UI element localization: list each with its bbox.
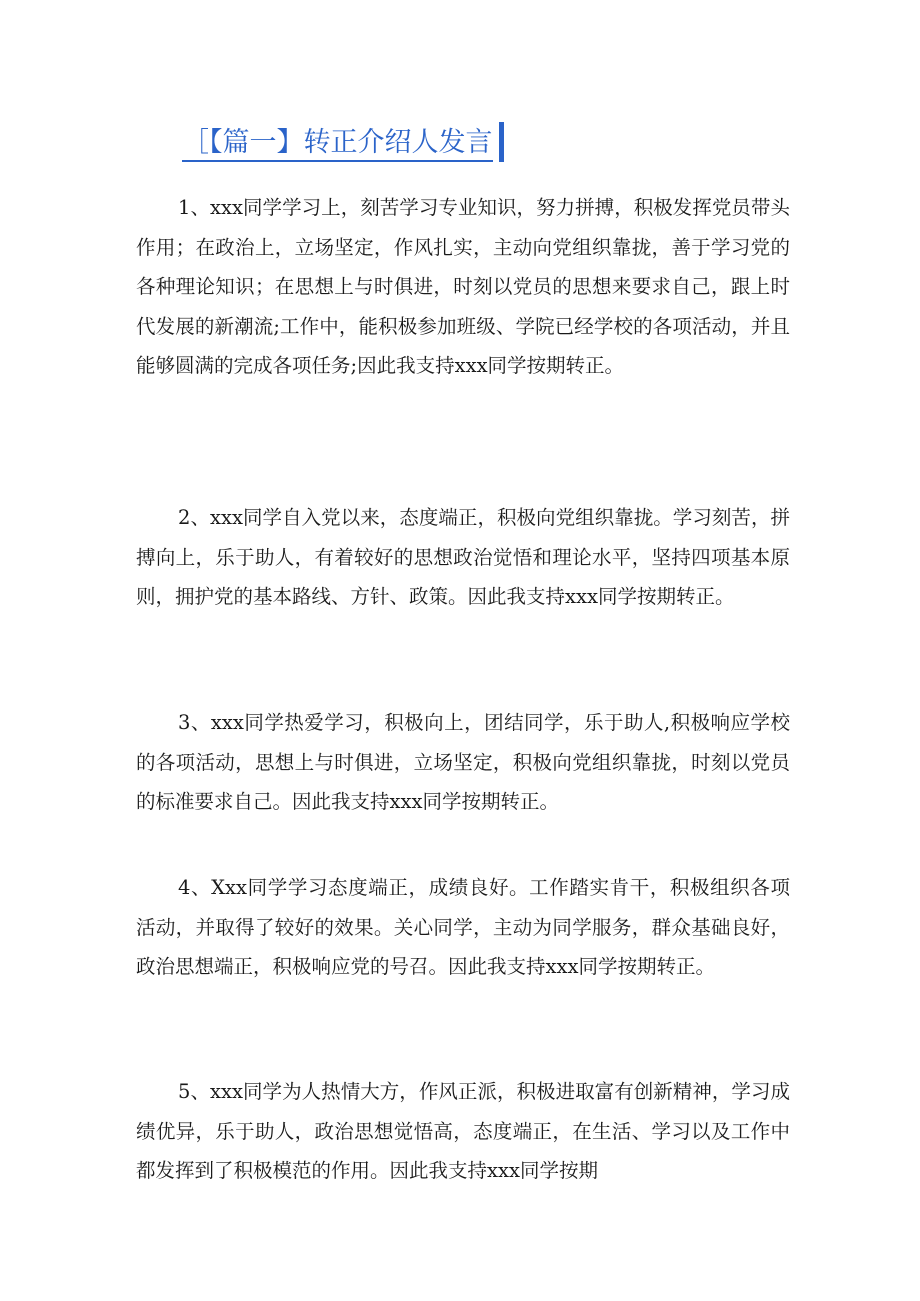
text-cursor-bar	[499, 122, 504, 162]
paragraph-4: 4、Xxx同学学习态度端正，成绩良好。工作踏实肯干，积极组织各项活动，并取得了较好的效果。关心同学，主动为同学服务，群众基础良好，政治思想端正，积极响应党的号召。因此我支持xxx同学按期转正。	[136, 876, 790, 978]
paragraph-5: 5、xxx同学为人热情大方，作风正派，积极进取富有创新精神，学习成绩优异，乐于助人，政治思想觉悟高，态度端正，在生活、学习以及工作中都发挥到了积极模范的作用。因此我支持xxx同学按期	[136, 1080, 790, 1182]
paragraph-2: 2、xxx同学自入党以来，态度端正，积极向党组织靠拢。学习刻苦，拼搏向上，乐于助人，有着较好的思想政治觉悟和理论水平，坚持四项基本原则，拥护党的基本路线、方针、政策。因此我支持xxx同学按期转正。	[136, 506, 790, 608]
title-block	[182, 122, 504, 162]
paragraph-3: 3、xxx同学热爱学习，积极向上，团结同学，乐于助人,积极响应学校的各项活动，思想上与时俱进，立场坚定，积极向党组织靠拢，时刻以党员的标准要求自己。因此我支持xxx同学按期转正。	[136, 711, 790, 813]
document-title: ［【篇一】转正介绍人发言	[182, 127, 493, 162]
paragraph-1: 1、xxx同学学习上，刻苦学习专业知识，努力拼搏，积极发挥党员带头作用；在政治上，立场坚定，作风扎实，主动向党组织靠拢，善于学习党的各种理论知识；在思想上与时俱进，时刻以党员的思想来要求自己，跟上时代发展的新潮流;工作中，能积极参加班级、学院已经学校的各项活动，并且能够圆满的完成各项任务;因此我支持xxx同学按期转正。	[136, 196, 790, 377]
